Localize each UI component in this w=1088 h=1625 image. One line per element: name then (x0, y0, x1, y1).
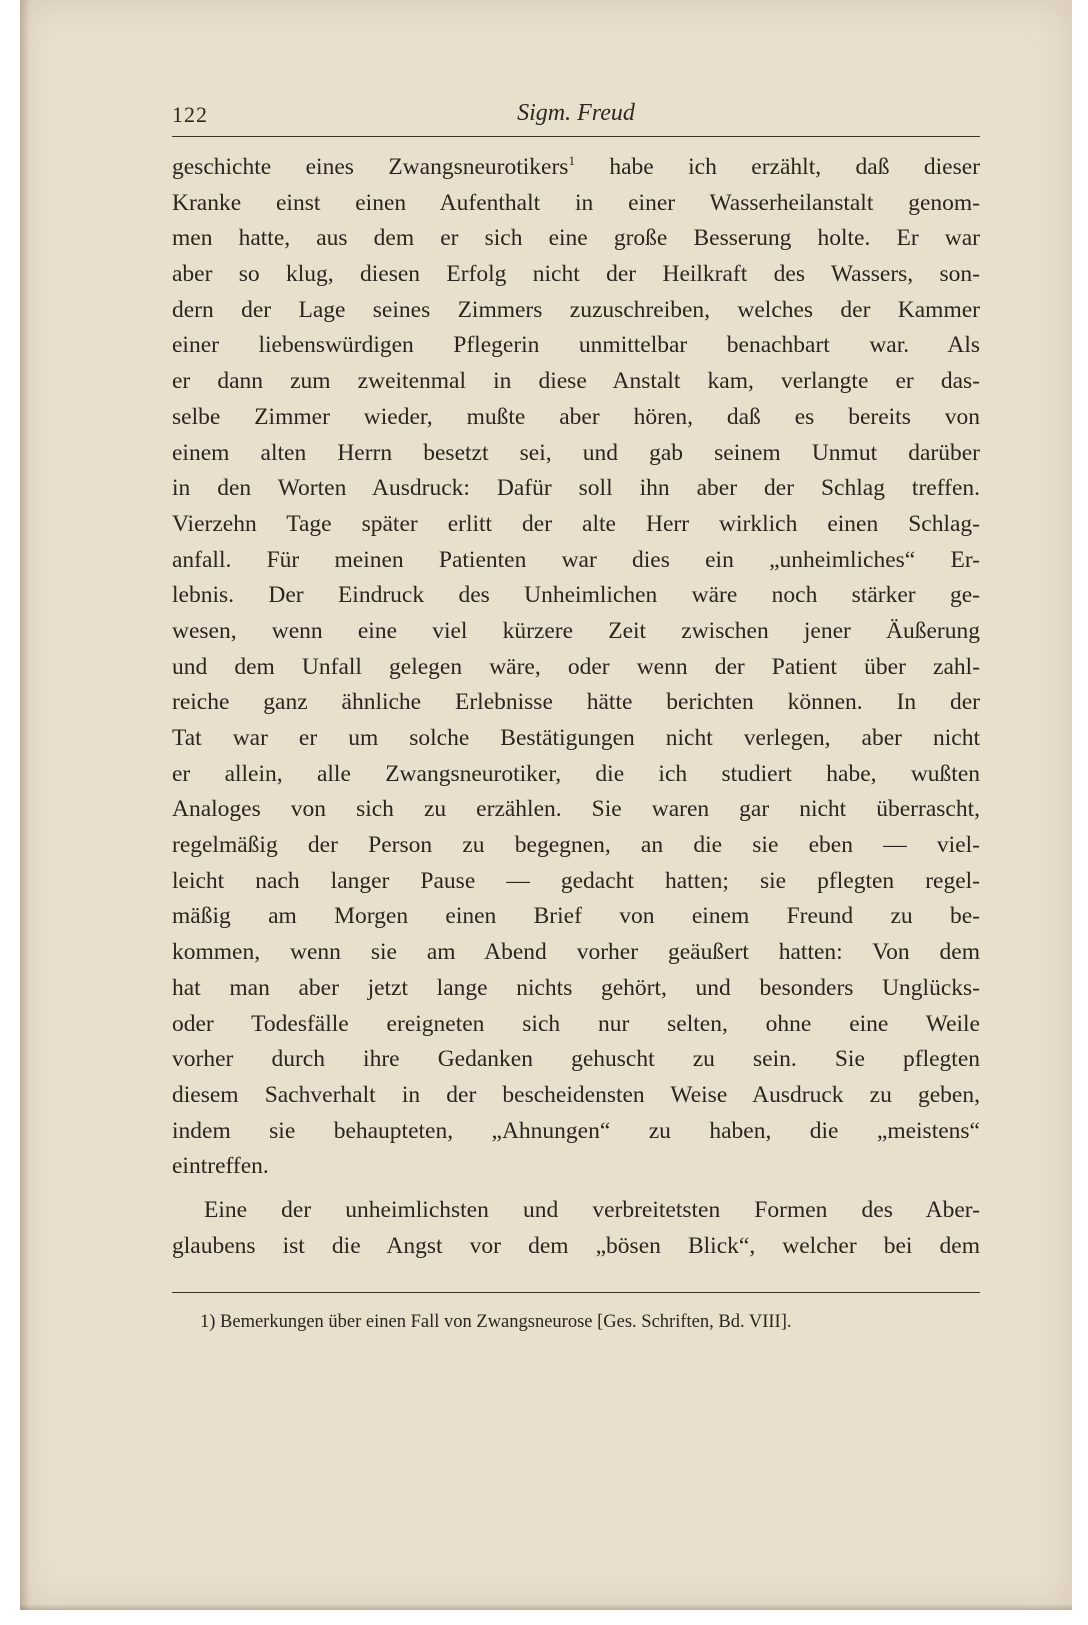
text-line: diesem Sachverhalt in der bescheidensten Weise Ausdruck zu geben, (172, 1081, 980, 1108)
footnote: 1) Bemerkungen über einen Fall von Zwangsneurose [Ges. Schriften, Bd. VIII]. (200, 1312, 792, 1332)
text-line-end: habe ich erzählt, daß dieser (574, 154, 980, 180)
text-line: dern der Lage seines Zimmers zuzuschreiben, welches der Kammer (172, 296, 980, 323)
text-line: glaubens ist die Angst vor dem „bösen Blick“, welcher bei dem (172, 1232, 980, 1259)
footnote-marker: 1 (568, 153, 575, 168)
text-line: Tat war er um solche Bestätigungen nicht verlegen, aber nicht (172, 725, 980, 751)
text-line: eintreffen. (172, 1153, 269, 1180)
text-line: oder Todesfälle ereigneten sich nur selten, ohne eine Weile (172, 1010, 980, 1037)
footnote-rule (172, 1292, 980, 1293)
text-line: in den Worten Ausdruck: Dafür soll ihn aber der Schlag treffen. (172, 475, 980, 502)
body-text (172, 150, 980, 1264)
text-line: selbe Zimmer wieder, mußte aber hören, daß es bereits von (172, 403, 980, 430)
text-line: Eine der unheimlichsten und verbreitetsten Formen des Aber- (204, 1196, 980, 1223)
text-line: leicht nach langer Pause — gedacht hatten; sie pflegten regel- (172, 867, 980, 894)
text-line: lebnis. Der Eindruck des Unheimlichen wäre noch stärker ge- (172, 582, 980, 609)
text-line: regelmäßig der Person zu begegnen, an die sie eben — viel- (172, 832, 980, 859)
text-line: einem alten Herrn besetzt sei, und gab seinem Unmut darüber (172, 439, 980, 466)
text-line: Kranke einst einen Aufenthalt in einer Wasserheilanstalt genom- (172, 189, 980, 216)
page-gutter-shadow (20, 0, 30, 1610)
paragraph-gap (172, 1185, 980, 1193)
text-line: und dem Unfall gelegen wäre, oder wenn der Patient über zahl- (172, 653, 980, 680)
text-line: kommen, wenn sie am Abend vorher geäußert hatten: Von dem (172, 939, 980, 966)
text-line: Analoges von sich zu erzählen. Sie waren gar nicht überrascht, (172, 796, 980, 823)
text-line (172, 150, 980, 186)
text-line: anfall. Für meinen Patienten war dies ein „unheimliches“ Er- (172, 546, 980, 573)
text-line: Vierzehn Tage später erlitt der alte Herr wirklich einen Schlag- (172, 510, 980, 537)
text-line: hat man aber jetzt lange nichts gehört, und besonders Unglücks- (172, 974, 980, 1001)
text-line: vorher durch ihre Gedanken gehuscht zu sein. Sie pflegten (172, 1046, 980, 1073)
text-line: reiche ganz ähnliche Erlebnisse hätte berichten können. In der (172, 689, 980, 716)
text-line-start: geschichte eines Zwangsneurotikers (172, 154, 569, 180)
text-line: einer liebenswürdigen Pflegerin unmittelbar benachbart war. Als (172, 332, 980, 359)
text-line: er allein, alle Zwangsneurotiker, die ich studiert habe, wußten (172, 760, 980, 787)
text-line: er dann zum zweitenmal in diese Anstalt kam, verlangte er das- (172, 368, 980, 395)
running-head (172, 96, 980, 137)
text-line: wesen, wenn eine viel kürzere Zeit zwischen jener Äußerung (172, 617, 980, 644)
text-line: indem sie behaupteten, „Ahnungen“ zu haben, die „meistens“ (172, 1117, 980, 1144)
text-line: men hatte, aus dem er sich eine große Besserung holte. Er war (172, 225, 980, 252)
page-bottom-edge (20, 1604, 1072, 1610)
text-line: aber so klug, diesen Erfolg nicht der Heilkraft des Wassers, son- (172, 261, 980, 288)
header-author: Sigm. Freud (517, 100, 635, 126)
page-number: 122 (172, 102, 208, 127)
text-line: mäßig am Morgen einen Brief von einem Freund zu be- (172, 903, 980, 930)
